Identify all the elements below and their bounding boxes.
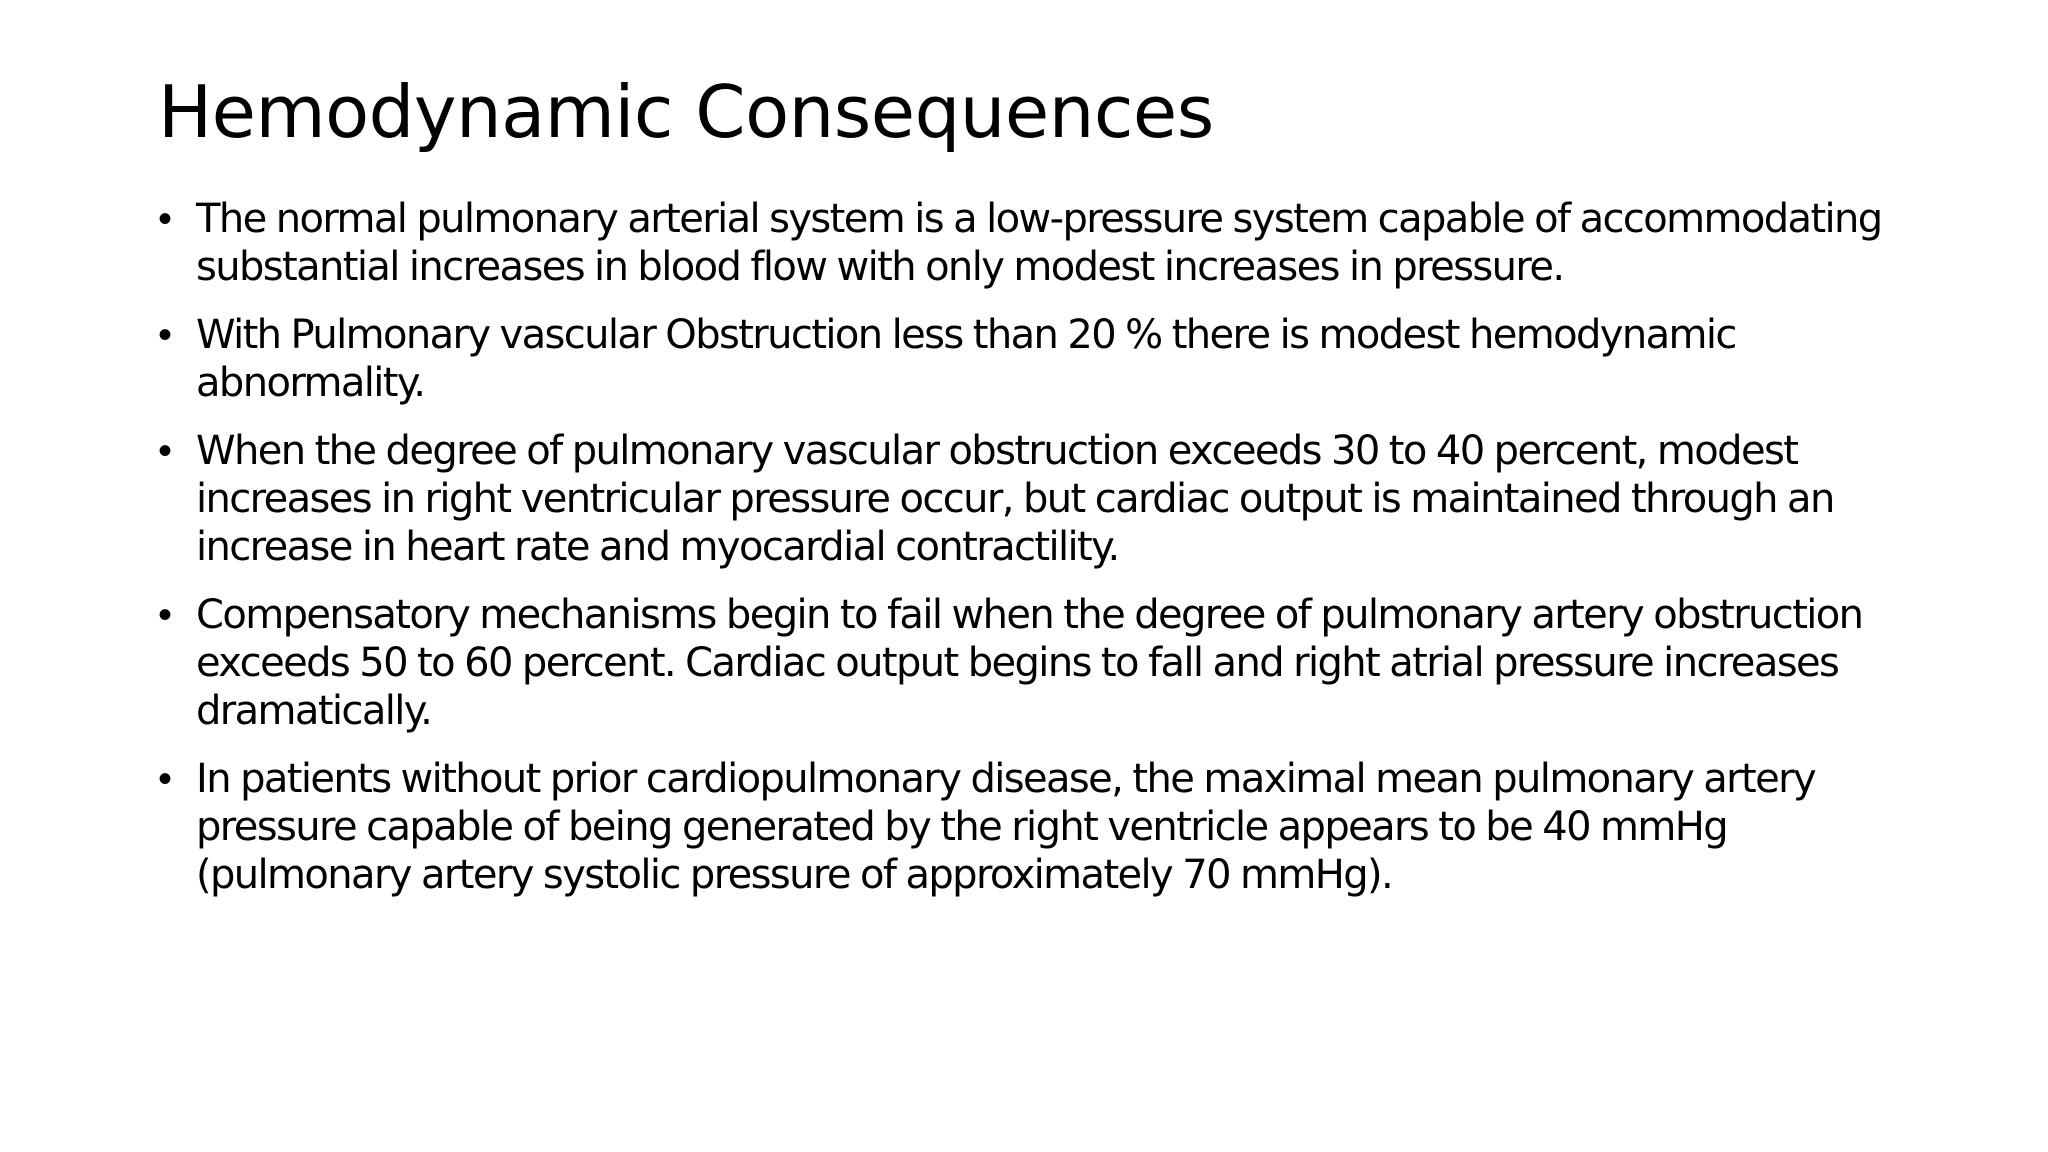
bullet-item — [158, 755, 1918, 899]
bullet-item — [158, 427, 1918, 571]
bullet-text: With Pulmonary vascular Obstruction less than 20 % there is modest hemodynamic abnormality. — [196, 312, 1736, 406]
slide-title: Hemodynamic Consequences — [158, 70, 1214, 154]
bullet-text: In patients without prior cardiopulmonary disease, the maximal mean pulmonary artery pressure capable of being generated by the right ventricle appears to be 40 mmHg (pulmonary artery systolic pressure of approximately 70 mmHg). — [196, 756, 1816, 898]
bullet-text: The normal pulmonary arterial system is a low-pressure system capable of accommodating substantial increases in blood flow with only modest increases in pressure. — [196, 196, 1882, 290]
bullet-dot-icon: • — [158, 757, 173, 801]
bullet-dot-icon: • — [158, 429, 173, 473]
bullet-text: When the degree of pulmonary vascular obstruction exceeds 30 to 40 percent, modest increases in right ventricular pressure occur, but cardiac output is maintained through an increase in heart rate and myocardial contractility. — [196, 428, 1834, 570]
bullet-list — [158, 195, 1918, 919]
bullet-dot-icon: • — [158, 197, 173, 241]
bullet-item — [158, 591, 1918, 735]
bullet-item — [158, 195, 1918, 291]
bullet-dot-icon: • — [158, 313, 173, 357]
bullet-dot-icon: • — [158, 593, 173, 637]
bullet-item — [158, 311, 1918, 407]
bullet-text: Compensatory mechanisms begin to fail when the degree of pulmonary artery obstruction exceeds 50 to 60 percent. Cardiac output begins to fall and right atrial pressure increases dramatically. — [196, 592, 1863, 734]
